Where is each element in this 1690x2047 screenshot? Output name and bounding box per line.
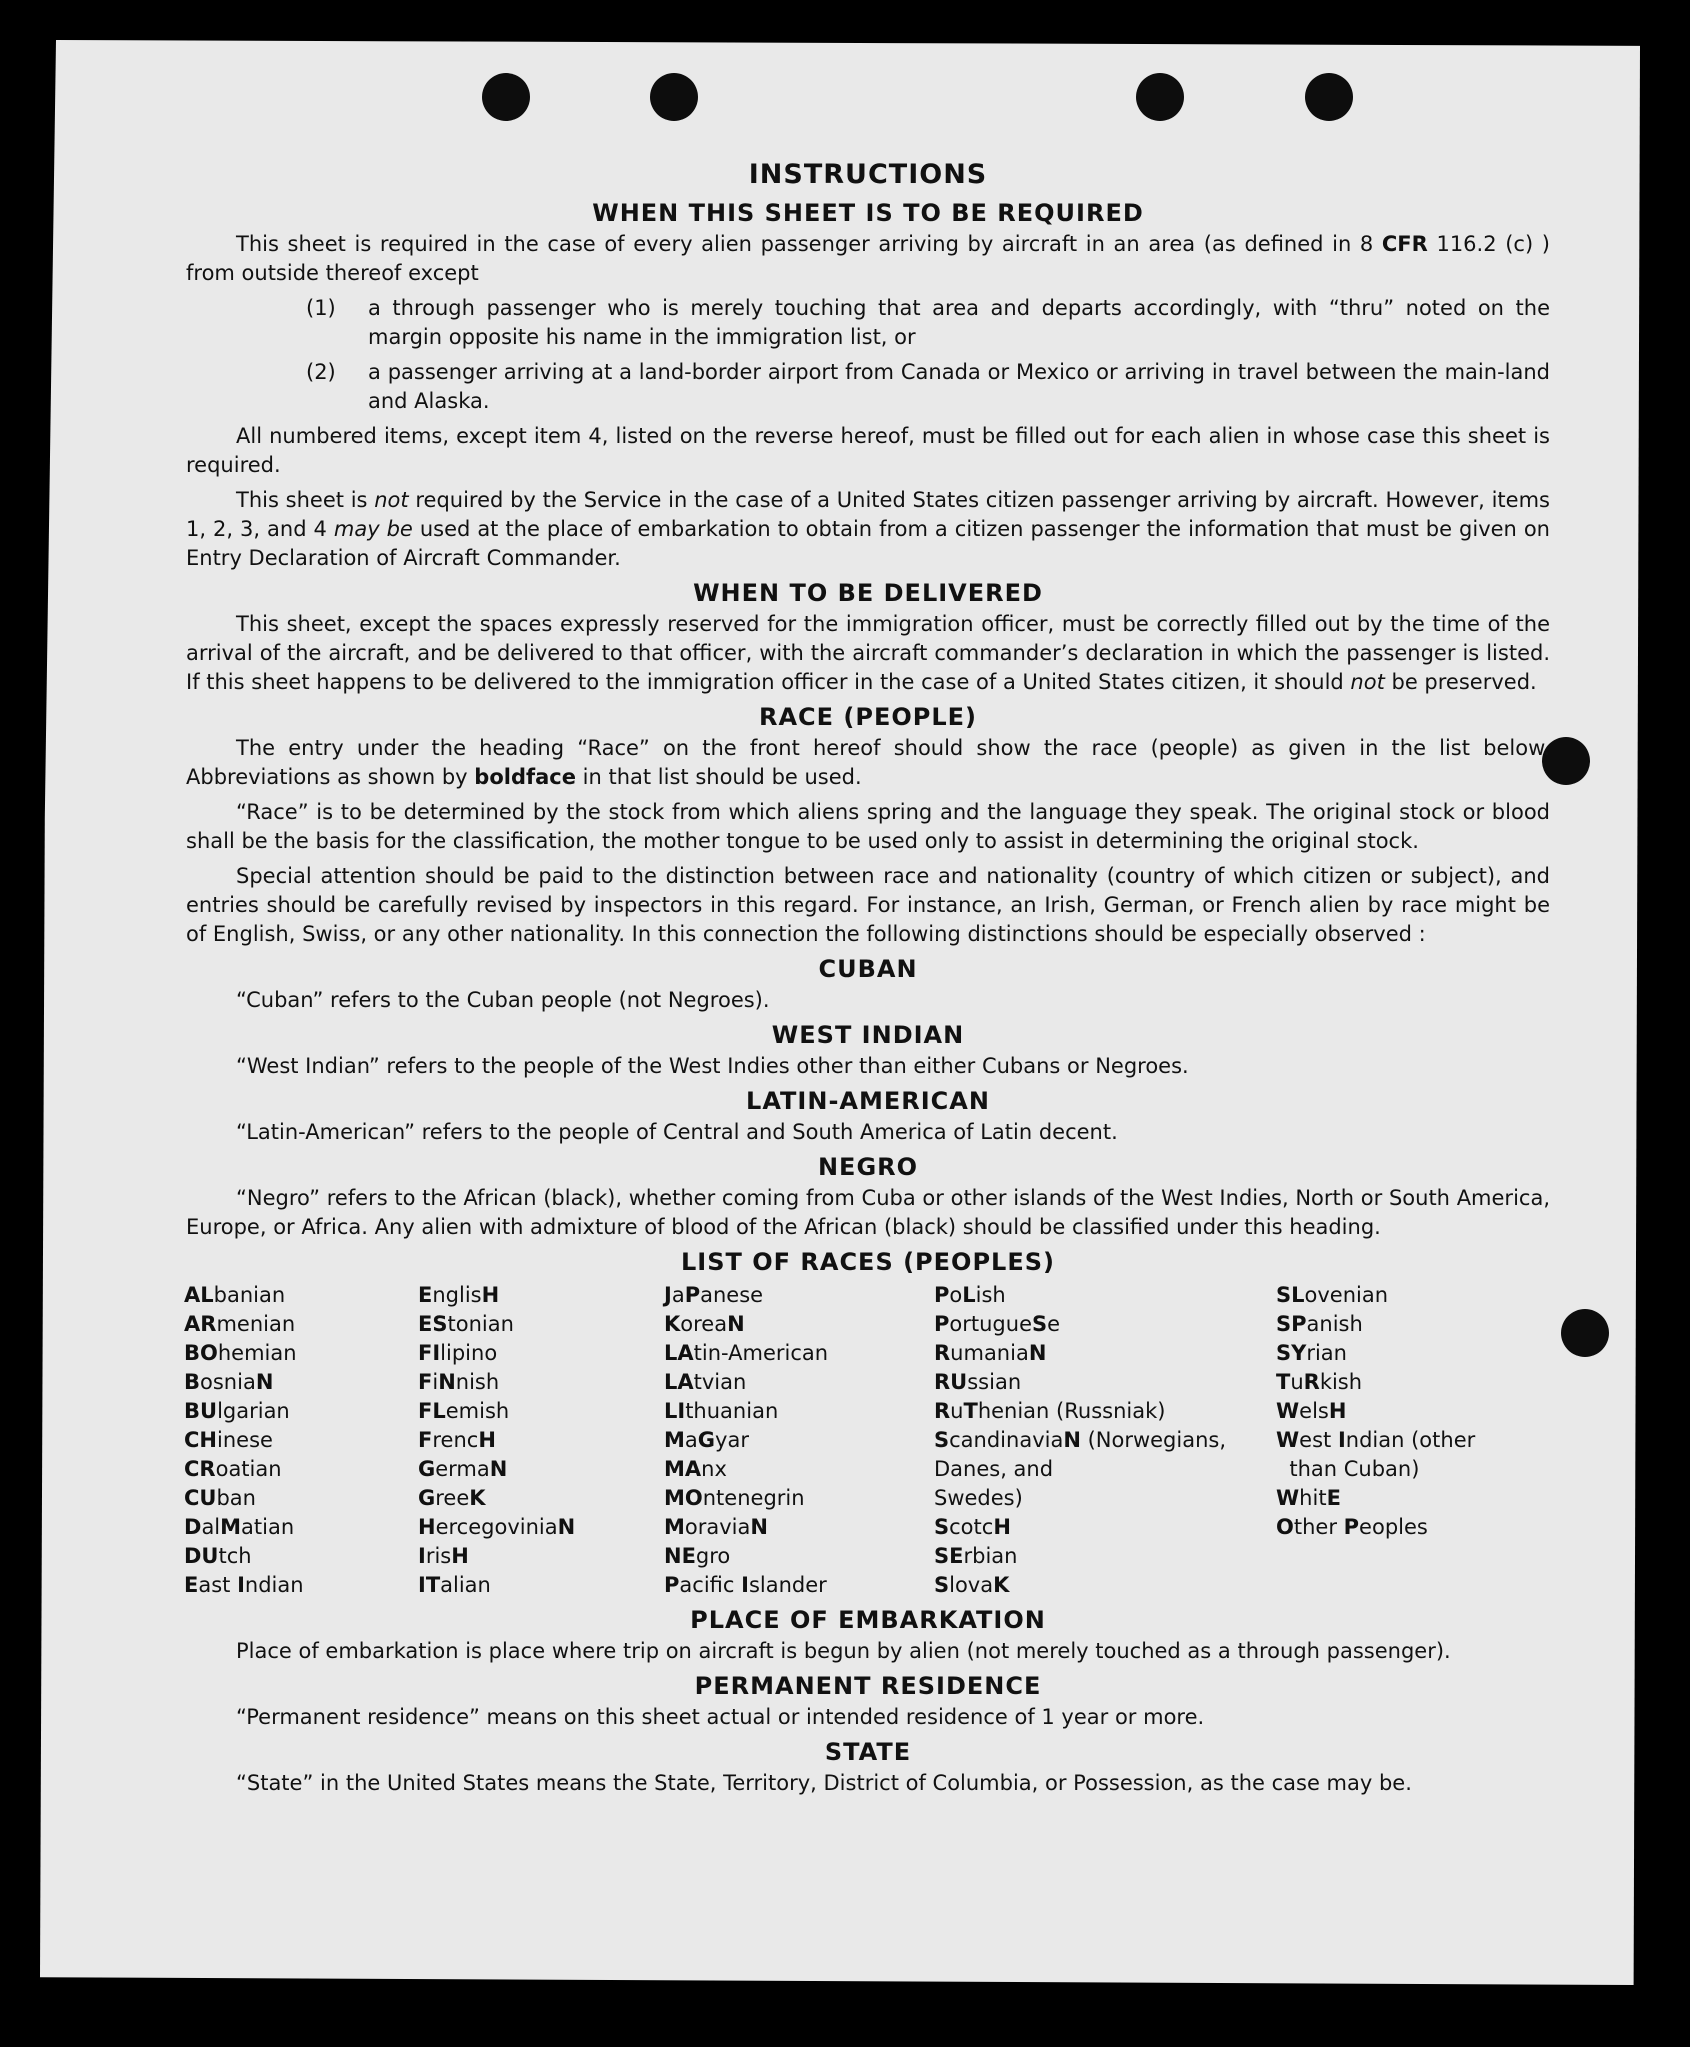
race-text: anese [700,1283,764,1307]
race-text: ris [425,1544,452,1568]
text: used at the place of embarkation to obtain from a citizen passenger the information that must be given on Entry Declaration of Aircraft Commander. [186,517,1550,570]
race-text: umania [950,1341,1029,1365]
race-abbrev: ES [418,1312,448,1336]
race-abbrev: SE [934,1544,964,1568]
race-entry [664,1513,934,1542]
race-text: u [1290,1370,1304,1394]
race-abbrev: M [220,1515,242,1539]
paragraph: Place of embarkation is place where trip on aircraft is begun by alien (not merely touched as a through passenger). [236,1639,1451,1663]
item-number: (2) [306,360,336,384]
race-text: est [1299,1428,1338,1452]
race-text: thuanian [685,1399,779,1423]
race-text: nglis [432,1283,482,1307]
section-heading-residence: PERMANENT RESIDENCE [694,1672,1042,1700]
race-text: ther [1293,1515,1344,1539]
race-entry [418,1339,664,1368]
race-entry [418,1310,664,1339]
race-entry [664,1310,934,1339]
race-text: ree [435,1486,470,1510]
race-entry [664,1426,934,1455]
race-abbrev: M [664,1515,685,1539]
race-text: ndian [244,1573,304,1597]
race-entry [184,1368,418,1397]
race-text: ndian (other [1345,1428,1476,1452]
race-abbrev: N [489,1457,508,1481]
text-italic: not [1350,670,1385,694]
section-heading-latin-american: LATIN-AMERICAN [746,1087,990,1115]
paragraph: “West Indian” refers to the people of the West Indies other than either Cubans or Negroes. [236,1054,1189,1078]
race-text: acific [679,1573,742,1597]
race-text: eoples [1359,1515,1428,1539]
race-text: a [684,1428,698,1452]
race-abbrev: H [478,1428,496,1452]
race-entry [664,1455,934,1484]
race-text: oravia [684,1515,751,1539]
race-abbrev: P [1343,1515,1360,1539]
section-heading-delivered: WHEN TO BE DELIVERED [693,579,1043,607]
text-italic: may be [333,517,413,541]
race-text: e [1047,1312,1061,1336]
race-text: ercegovinia [435,1515,558,1539]
race-entry [934,1281,1276,1310]
text-bold: CFR [1381,232,1428,256]
section-heading-race: RACE (PEOPLE) [758,703,978,731]
race-text: ortugue [949,1312,1032,1336]
race-entry [1276,1397,1516,1426]
race-abbrev: T [1276,1370,1291,1394]
race-text: tonian [447,1312,514,1336]
race-abbrev: N [1063,1428,1081,1452]
race-text: Danes, and [934,1457,1054,1481]
race-abbrev: R [934,1341,951,1365]
races-column [418,1281,664,1600]
race-entry [664,1571,934,1600]
race-abbrev: FL [418,1399,446,1423]
race-abbrev: RU [934,1370,968,1394]
race-text: i [432,1370,439,1394]
race-text: oatian [215,1457,282,1481]
race-entry [1276,1455,1516,1484]
race-abbrev: P [934,1283,950,1307]
race-text: tvian [693,1370,747,1394]
race-entry [934,1397,1276,1426]
race-text: slander [748,1573,827,1597]
races-column [1276,1281,1516,1600]
race-text: gro [695,1544,731,1568]
race-entry [184,1571,418,1600]
race-abbrev: R [934,1399,951,1423]
section-heading-west-indian: WEST INDIAN [771,1021,965,1049]
race-abbrev: E [184,1573,199,1597]
race-entry [664,1281,934,1310]
paragraph [186,486,1550,573]
race-abbrev: R [1303,1370,1320,1394]
race-text: a [671,1283,685,1307]
race-text: o [949,1283,963,1307]
race-entry [184,1542,418,1571]
text: required by the Service in the case of a United States citizen passenger arriving by aircraft. However, items 1, 2, 3, and 4 [186,488,1550,541]
race-text: erma [435,1457,490,1481]
text: in that list should be used. [575,765,862,789]
paragraph: “Permanent residence” means on this sheet actual or intended residence of 1 year or more. [236,1705,1205,1729]
race-abbrev: N [255,1370,274,1394]
race-entry [184,1339,418,1368]
race-entry [418,1513,664,1542]
race-text: emish [445,1399,510,1423]
race-entry [934,1513,1276,1542]
race-abbrev: I [418,1544,426,1568]
list-item [306,294,1550,352]
race-abbrev: G [697,1428,716,1452]
race-abbrev: FI [418,1341,441,1365]
race-entry [1276,1426,1516,1455]
race-abbrev: S [934,1573,950,1597]
race-abbrev: LA [664,1341,694,1365]
race-abbrev: CR [184,1457,216,1481]
text-italic: not [374,488,409,512]
race-text: menian [216,1312,296,1336]
punch-hole [1305,73,1353,121]
race-abbrev: W [1276,1399,1300,1423]
race-entry [934,1339,1276,1368]
paragraph [186,734,1550,792]
race-abbrev: K [469,1486,486,1510]
race-abbrev: SY [1276,1341,1307,1365]
text: This sheet, except the spaces expressly reserved for the immigration officer, must be correctly filled out by the time of the arrival of the aircraft, and be delivered to that officer, with the aircraft commander’s declaration in which the passenger is listed. If this sheet happens to be delivered to the immigration officer in the case of a United States citizen, it should [186,612,1550,694]
paragraph: “Cuban” refers to the Cuban people (not Negroes). [236,988,770,1012]
race-abbrev: MO [664,1486,703,1510]
text: The entry under the heading “Race” on the front hereof should show the race (people) as given in the list below. Abbreviations as shown by [186,736,1550,789]
race-entry [184,1426,418,1455]
race-entry [664,1397,934,1426]
race-entry [664,1484,934,1513]
race-abbrev: H [993,1515,1011,1539]
section-heading-required: WHEN THIS SHEET IS TO BE REQUIRED [592,199,1144,227]
race-entry [184,1397,418,1426]
race-abbrev: I [741,1573,749,1597]
race-entry [1276,1484,1516,1513]
race-abbrev: L [962,1283,976,1307]
race-text: candinavia [949,1428,1064,1452]
item-text: a passenger arriving at a land-border airport from Canada or Mexico or arriving in travel between the main-land and Alaska. [368,360,1550,413]
race-text: (Norwegians, [1080,1428,1227,1452]
race-abbrev: B [184,1370,201,1394]
race-abbrev: K [993,1573,1010,1597]
race-text: yar [715,1428,749,1452]
race-text: banian [213,1283,286,1307]
text-bold: boldface [474,765,576,789]
race-text: lova [949,1573,994,1597]
race-abbrev: MA [664,1457,702,1481]
race-entry [1276,1281,1516,1310]
paragraph [186,230,1550,288]
race-text: hit [1299,1486,1327,1510]
race-entry [418,1368,664,1397]
race-abbrev: H [418,1515,436,1539]
race-entry [664,1542,934,1571]
race-entry [418,1542,664,1571]
race-abbrev: F [418,1428,433,1452]
race-abbrev: N [750,1515,768,1539]
race-abbrev: BU [184,1399,218,1423]
race-entry [418,1281,664,1310]
races-column [664,1281,934,1600]
text: This sheet is required in the case of every alien passenger arriving by aircraft in an area (as defined in 8 [236,232,1382,256]
race-abbrev: NE [664,1544,696,1568]
race-abbrev: CH [184,1428,217,1452]
punch-hole [650,73,698,121]
race-text: ovenian [1304,1283,1389,1307]
race-text: tch [218,1544,252,1568]
paragraph: “State” in the United States means the State, Territory, District of Columbia, or Possession, as the case may be. [236,1771,1412,1795]
paragraph: All numbered items, except item 4, listed on the reverse hereof, must be filled out for each alien in whose case this sheet is required. [186,424,1550,477]
race-entry [934,1455,1276,1484]
race-entry [184,1513,418,1542]
race-text: nx [701,1457,727,1481]
race-entry [664,1339,934,1368]
race-entry [418,1571,664,1600]
item-number: (1) [306,296,336,320]
race-abbrev: IT [418,1573,441,1597]
races-list [184,1281,1550,1600]
punch-hole [482,73,530,121]
race-text: rbian [963,1544,1018,1568]
race-text: nish [455,1370,500,1394]
section-heading-state: STATE [824,1738,912,1766]
race-abbrev: CU [184,1486,217,1510]
race-text: al [201,1515,221,1539]
race-abbrev: P [684,1283,701,1307]
race-entry [418,1426,664,1455]
race-entry [934,1368,1276,1397]
paragraph [186,610,1550,697]
race-abbrev: E [418,1283,433,1307]
race-abbrev: BO [184,1341,218,1365]
race-abbrev: E [1326,1486,1341,1510]
race-entry [418,1484,664,1513]
race-entry [184,1281,418,1310]
race-abbrev: LI [664,1399,686,1423]
race-entry [1276,1310,1516,1339]
race-abbrev: SL [1276,1283,1305,1307]
races-column [934,1281,1276,1600]
races-column [184,1281,418,1600]
race-entry [418,1397,664,1426]
race-abbrev: J [664,1283,672,1307]
race-entry [664,1368,934,1397]
race-abbrev: G [418,1486,436,1510]
race-abbrev: P [664,1573,680,1597]
race-abbrev: F [418,1370,433,1394]
race-abbrev: I [1337,1428,1346,1452]
race-text: cotc [949,1515,994,1539]
race-abbrev: AL [184,1283,214,1307]
instructions-content [186,160,1550,1804]
race-abbrev: N [727,1312,745,1336]
list-item [306,358,1550,416]
race-text: els [1299,1399,1329,1423]
race-abbrev: S [1032,1312,1048,1336]
race-entry [184,1484,418,1513]
race-text: atian [241,1515,295,1539]
race-abbrev: N [557,1515,576,1539]
race-text: than Cuban) [1276,1457,1420,1481]
race-text: tin-American [693,1341,829,1365]
race-text: ish [975,1283,1006,1307]
race-abbrev: H [1328,1399,1347,1423]
race-text: Swedes) [934,1486,1023,1510]
race-text: lgarian [217,1399,290,1423]
race-text: inese [217,1428,273,1452]
paragraph: Special attention should be paid to the distinction between race and nationality (country of which citizen or subject), and entries should be carefully revised by inspectors in this regard. For instance, an Irish, German, or French alien by race might be of English, Swiss, or any other nationality. In this connection the following distinctions should be especially observed : [186,864,1550,946]
race-entry [934,1484,1276,1513]
paragraph: “Race” is to be determined by the stock from which aliens spring and the language they speak. The original stock or blood shall be the basis for the classification, the mother tongue to be used only to assist in determining the original stock. [186,800,1550,853]
race-abbrev: I [237,1573,245,1597]
race-abbrev: H [481,1283,500,1307]
race-entry [1276,1513,1516,1542]
race-abbrev: N [1028,1341,1047,1365]
section-heading-races-list: LIST OF RACES (PEOPLES) [681,1248,1055,1276]
section-heading-cuban: CUBAN [818,955,918,983]
race-abbrev: LA [664,1370,694,1394]
race-entry [934,1542,1276,1571]
race-abbrev: H [451,1544,469,1568]
race-text: ntenegrin [702,1486,805,1510]
race-abbrev: O [1276,1515,1294,1539]
race-abbrev: N [438,1370,456,1394]
race-text: u [950,1399,964,1423]
paragraph: “Latin-American” refers to the people of Central and South America of Latin decent. [236,1120,1118,1144]
punch-hole [1136,73,1184,121]
race-abbrev: W [1276,1486,1300,1510]
race-abbrev: T [963,1399,978,1423]
race-text: rian [1306,1341,1347,1365]
text: 116.2 (c) ) from outside thereof except [186,232,1550,285]
race-text: ast [198,1573,238,1597]
section-heading-embarkation: PLACE OF EMBARKATION [690,1606,1046,1634]
punch-hole [1561,1309,1609,1357]
race-text: henian (Russniak) [977,1399,1166,1423]
race-abbrev: DU [184,1544,219,1568]
race-entry [184,1310,418,1339]
race-text: anish [1306,1312,1363,1336]
race-entry [184,1455,418,1484]
race-entry [1276,1339,1516,1368]
page-title: INSTRUCTIONS [748,159,988,190]
race-abbrev: G [418,1457,436,1481]
race-abbrev: M [664,1428,685,1452]
race-text: ban [216,1486,256,1510]
race-text: lipino [440,1341,498,1365]
race-abbrev: W [1276,1428,1300,1452]
race-entry [934,1571,1276,1600]
section-heading-negro: NEGRO [817,1153,919,1181]
race-abbrev: S [934,1515,950,1539]
text: This sheet is [236,488,375,512]
race-entry [934,1426,1276,1455]
race-text: kish [1319,1370,1363,1394]
race-abbrev: SP [1276,1312,1307,1336]
race-entry [418,1455,664,1484]
race-text: orea [680,1312,728,1336]
race-abbrev: P [934,1312,950,1336]
race-entry [1276,1368,1516,1397]
race-abbrev: D [184,1515,202,1539]
text: be preserved. [1384,670,1537,694]
item-text: a through passenger who is merely touching that area and departs accordingly, with “thru” noted on the margin opposite his name in the immigration list, or [368,296,1550,349]
race-text: alian [440,1573,491,1597]
race-text: renc [432,1428,479,1452]
race-abbrev: S [934,1428,950,1452]
race-text: hemian [217,1341,297,1365]
race-text: ssian [967,1370,1022,1394]
race-abbrev: K [664,1312,681,1336]
race-abbrev: AR [184,1312,217,1336]
paragraph: “Negro” refers to the African (black), whether coming from Cuba or other islands of the West Indies, North or South America, Europe, or Africa. Any alien with admixture of blood of the African (black) should be classified under this heading. [186,1186,1550,1239]
race-entry [934,1310,1276,1339]
race-text: osnia [200,1370,256,1394]
